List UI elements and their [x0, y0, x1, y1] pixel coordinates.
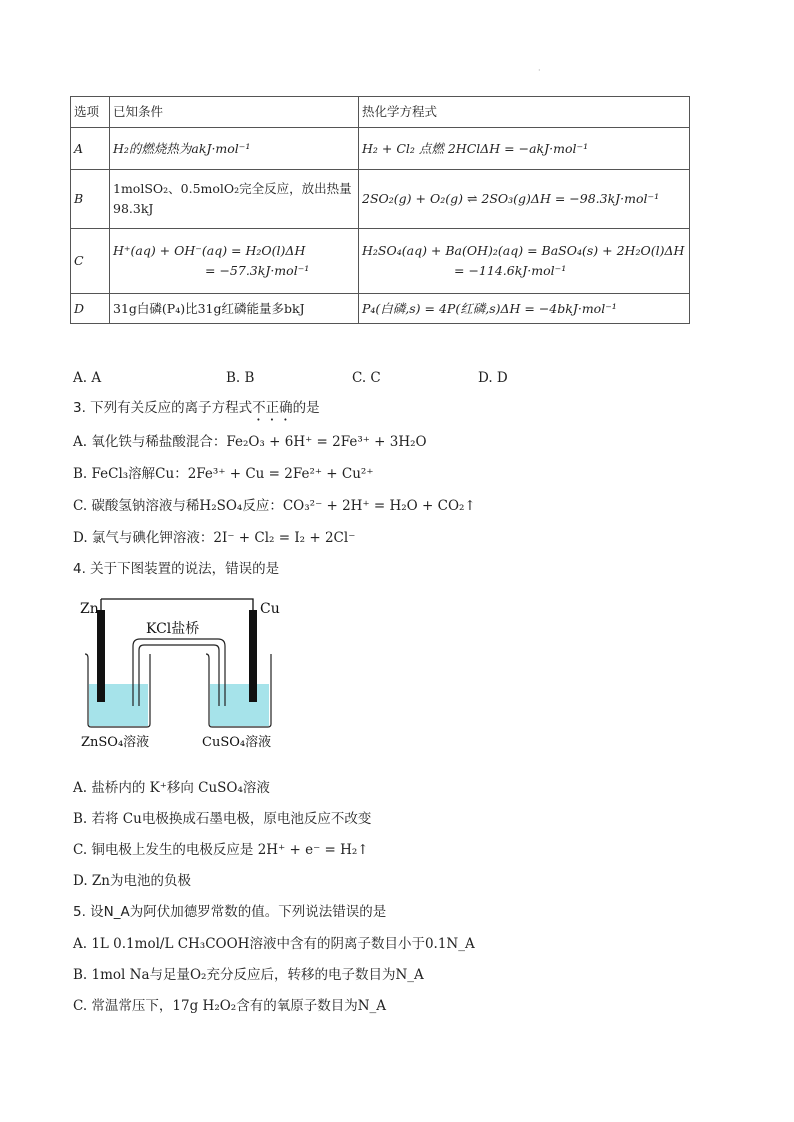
row-option: C: [71, 229, 110, 294]
cu-label: Cu: [260, 601, 280, 617]
row-equation: 2SO₂(g) + O₂(g) ⇌ 2SO₃(g)ΔH = −98.3kJ·mol⁻¹: [359, 170, 690, 229]
q4-stem: 4. 关于下图装置的说法，错误的是: [73, 561, 280, 577]
q3-option-d[interactable]: D. 氯气与碘化钾溶液：2I⁻ + Cl₂ = I₂ + 2Cl⁻: [73, 530, 356, 546]
q5-stem: 5. 设N_A为阿伏加德罗常数的值。下列说法错误的是: [73, 904, 387, 920]
row-equation: H₂ + Cl₂ 点燃 2HClΔH = −akJ·mol⁻¹: [359, 128, 690, 170]
q3-stem-emphasis: 不正确: [252, 400, 293, 416]
condition-line1: H⁺(aq) + OH⁻(aq) = H₂O(l)ΔH: [113, 243, 306, 258]
q4-option-d[interactable]: D. Zn为电池的负极: [73, 873, 191, 889]
header-option: 选项: [71, 97, 110, 128]
left-solution-label: ZnSO₄溶液: [81, 735, 150, 750]
table-row: [71, 170, 690, 229]
row-condition: [110, 229, 359, 294]
equation-line1: H₂SO₄(aq) + Ba(OH)₂(aq) = BaSO₄(s) + 2H₂O(l)ΔH: [362, 243, 685, 258]
q5-option-c[interactable]: C. 常温常压下，17g H₂O₂含有的氧原子数目为N_A: [73, 998, 387, 1014]
condition-line2: = −57.3kJ·mol⁻¹: [205, 263, 310, 278]
header-equation: 热化学方程式: [359, 97, 690, 128]
q5-option-b[interactable]: B. 1mol Na与足量O₂充分反应后，转移的电子数目为N_A: [73, 967, 424, 983]
galvanic-cell-figure: [76, 596, 286, 751]
option-c[interactable]: C. C: [352, 370, 381, 386]
row-condition: 31g白磷(P₄)比31g红磷能量多bkJ: [110, 294, 359, 324]
table-row: [71, 294, 690, 324]
zn-electrode: [97, 610, 105, 702]
q3-option-a[interactable]: A. 氧化铁与稀盐酸混合：Fe₂O₃ + 6H⁺ = 2Fe³⁺ + 3H₂O: [73, 434, 427, 450]
q3-option-b[interactable]: B. FeCl₃溶解Cu：2Fe³⁺ + Cu = 2Fe²⁺ + Cu²⁺: [73, 466, 374, 482]
salt-bridge-label: KCl盐桥: [146, 621, 200, 637]
header-condition: 已知条件: [110, 97, 359, 128]
q5-option-a[interactable]: A. 1L 0.1mol/L CH₃COOH溶液中含有的阴离子数目小于0.1N_A: [73, 936, 475, 952]
right-solution-label: CuSO₄溶液: [202, 735, 272, 750]
thermochemistry-table: [70, 96, 690, 324]
q3-stem: [73, 396, 320, 424]
option-a[interactable]: A. A: [73, 370, 102, 386]
option-d[interactable]: D. D: [478, 370, 508, 386]
option-b[interactable]: B. B: [226, 370, 255, 386]
q3-stem-post: 的是: [292, 400, 320, 416]
row-condition: 1molSO₂、0.5molO₂完全反应，放出热量98.3kJ: [110, 170, 359, 229]
q4-option-a[interactable]: A. 盐桥内的 K⁺移向 CuSO₄溶液: [73, 780, 270, 796]
zn-label: Zn: [80, 601, 99, 617]
row-option: D: [71, 294, 110, 324]
table-header-row: [71, 97, 690, 128]
q3-stem-pre: 3. 下列有关反应的离子方程式: [73, 400, 253, 416]
q2-options: [73, 370, 693, 390]
cu-electrode: [249, 610, 257, 702]
page-mark: ·: [538, 66, 541, 75]
row-equation: P₄(白磷,s) = 4P(红磷,s)ΔH = −4bkJ·mol⁻¹: [359, 294, 690, 324]
table-row: [71, 128, 690, 170]
row-option: B: [71, 170, 110, 229]
q4-option-b[interactable]: B. 若将 Cu电极换成石墨电极，原电池反应不改变: [73, 811, 372, 827]
row-condition: H₂的燃烧热为akJ·mol⁻¹: [110, 128, 359, 170]
q3-option-c[interactable]: C. 碳酸氢钠溶液与稀H₂SO₄反应：CO₃²⁻ + 2H⁺ = H₂O + CO₂↑: [73, 498, 476, 514]
table-row: [71, 229, 690, 294]
equation-line2: = −114.6kJ·mol⁻¹: [454, 263, 567, 278]
row-option: A: [71, 128, 110, 170]
q4-option-c[interactable]: C. 铜电极上发生的电极反应是 2H⁺ + e⁻ = H₂↑: [73, 842, 369, 858]
row-equation: [359, 229, 690, 294]
